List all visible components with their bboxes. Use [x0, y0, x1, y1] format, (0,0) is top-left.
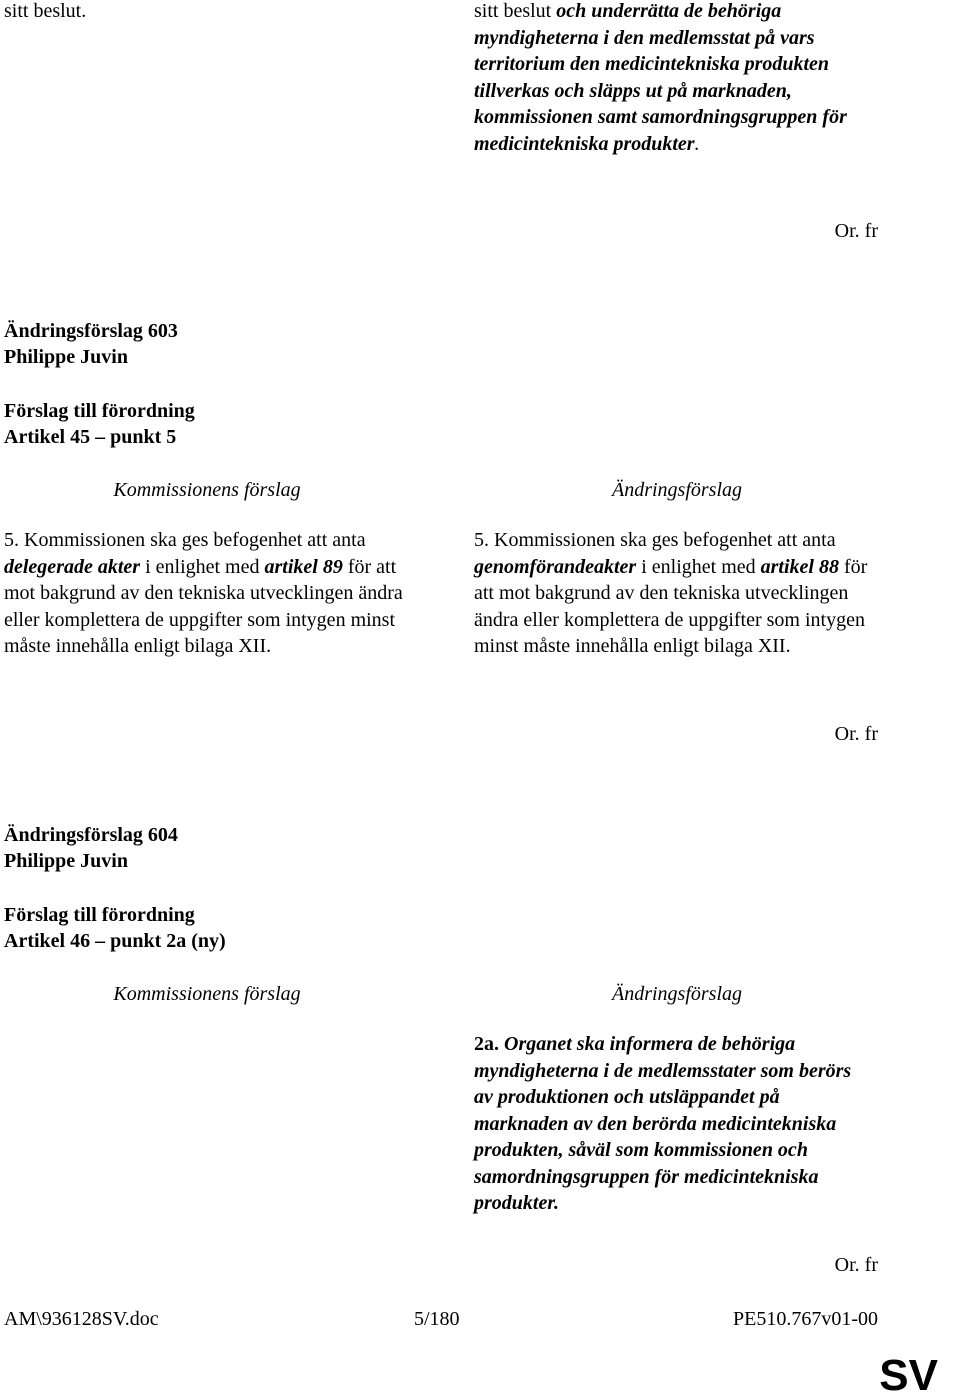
original-language-label: Or. fr — [834, 220, 878, 242]
amendment-article-603: Artikel 45 – punkt 5 — [4, 426, 177, 448]
amendment-author-604: Philippe Juvin — [4, 850, 128, 872]
column-header-commission-603: Kommissionens förslag — [113, 479, 301, 501]
column-header-commission-604: Kommissionens förslag — [113, 983, 301, 1005]
amendment-article-604: Artikel 46 – punkt 2a (ny) — [4, 930, 226, 952]
footer-reference: PE510.767v01-00 — [733, 1308, 878, 1330]
continuation-right-text: sitt beslut och underrätta de behöriga myndigheterna i den medlemsstat på vars territorium den medicintekniska produkten tillverkas och släpps ut på marknaden, kommissionen samt samordningsgruppen för medicintekniska produkter. — [474, 0, 847, 155]
amendment-text-603: 5. Kommissionen ska ges befogenhet att anta genomförandeakter i enlighet med artikel 88 för att mot bakgrund av den tekniska utvecklingen ändra eller komplettera de uppgifter som intygen minst måste innehålla enligt bilaga XII. — [474, 529, 868, 657]
continuation-left-text: sitt beslut. — [4, 0, 87, 22]
original-language-label: Or. fr — [834, 723, 878, 745]
commission-text-603: 5. Kommissionen ska ges befogenhet att anta delegerade akter i enlighet med artikel 89 för att mot bakgrund av den tekniska utvecklingen ändra eller komplettera de uppgifter som intygen minst måste innehålla enligt bilaga XII. — [4, 529, 403, 657]
column-header-amendment-603: Ändringsförslag — [611, 479, 743, 501]
amendment-heading-604: Ändringsförslag 604 — [4, 824, 178, 846]
amendment-proposal-604: Förslag till förordning — [4, 904, 195, 926]
amendment-author-603: Philippe Juvin — [4, 346, 128, 368]
amendment-proposal-603: Förslag till förordning — [4, 400, 195, 422]
amendment-heading-603: Ändringsförslag 603 — [4, 320, 178, 342]
original-language-label: Or. fr — [834, 1254, 878, 1276]
amendment-text-604: 2a. Organet ska informera de behöriga myndigheterna i de medlemsstater som berörs av produktionen och utsläppandet på marknaden av den berörda medicintekniska produkten, såväl som kommissionen och samordningsgruppen för medicintekniska produkter. — [474, 1033, 852, 1214]
footer-page-number: 5/180 — [414, 1308, 460, 1330]
footer-document-name: AM\936128SV.doc — [4, 1308, 159, 1330]
language-badge: SV — [879, 1351, 938, 1400]
column-header-amendment-604: Ändringsförslag — [611, 983, 743, 1005]
